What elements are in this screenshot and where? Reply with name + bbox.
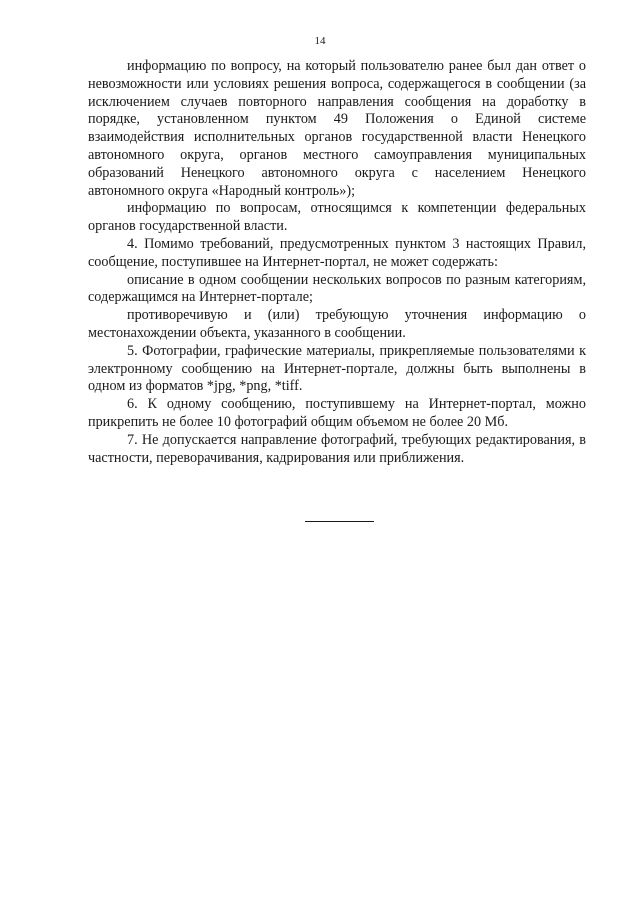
document-body (88, 58, 586, 467)
paragraph-contradictory-location: противоречивую и (или) требующую уточнения информацию о местонахождении объекта, указанного в сообщении. (88, 307, 586, 341)
paragraph-item-7-editing: 7. Не допускается направление фотографий, требующих редактирования, в частности, переворачивания, кадрирования или приближения. (88, 431, 586, 466)
paragraph-item-4: 4. Помимо требований, предусмотренных пунктом 3 настоящих Правил, сообщение, поступившее на Интернет-портал, не может содержать: (88, 235, 586, 270)
paragraph-multiple-questions: описание в одном сообщении нескольких вопросов по разным категориям, содержащимся на Интернет-портале; (88, 271, 586, 306)
paragraph-item-6-photo-limit: 6. К одному сообщению, поступившему на Интернет-портал, можно прикрепить не более 10 фотографий общим объемом не более 20 Мб. (88, 396, 586, 430)
paragraph-item-5-photo-formats: 5. Фотографии, графические материалы, прикрепляемые пользователями к электронному сообщению на Интернет-портале, должны быть выполнены в одном из форматов *jpg, *png, *tiff. (88, 342, 586, 395)
paragraph-prohibited-repeat-question: информацию по вопросу, на который пользователю ранее был дан ответ о невозможности или условиях решения вопроса, содержащегося в сообщении (за исключением случаев повторного направления сообщения на доработку в порядке, установленном пунктом 49 Положения о Единой системе взаимодействия исполнительных органов государственной власти Ненецкого автономного округа, органов местного самоуправления муниципальных образований Ненецкого автономного округа с населением Ненецкого автономного округа «Народный контроль»); (88, 58, 586, 199)
page-number: 14 (314, 35, 326, 47)
paragraph-prohibited-federal-competence: информацию по вопросам, относящимся к компетенции федеральных органов государственной власти. (88, 200, 586, 235)
end-divider-line (305, 521, 374, 522)
